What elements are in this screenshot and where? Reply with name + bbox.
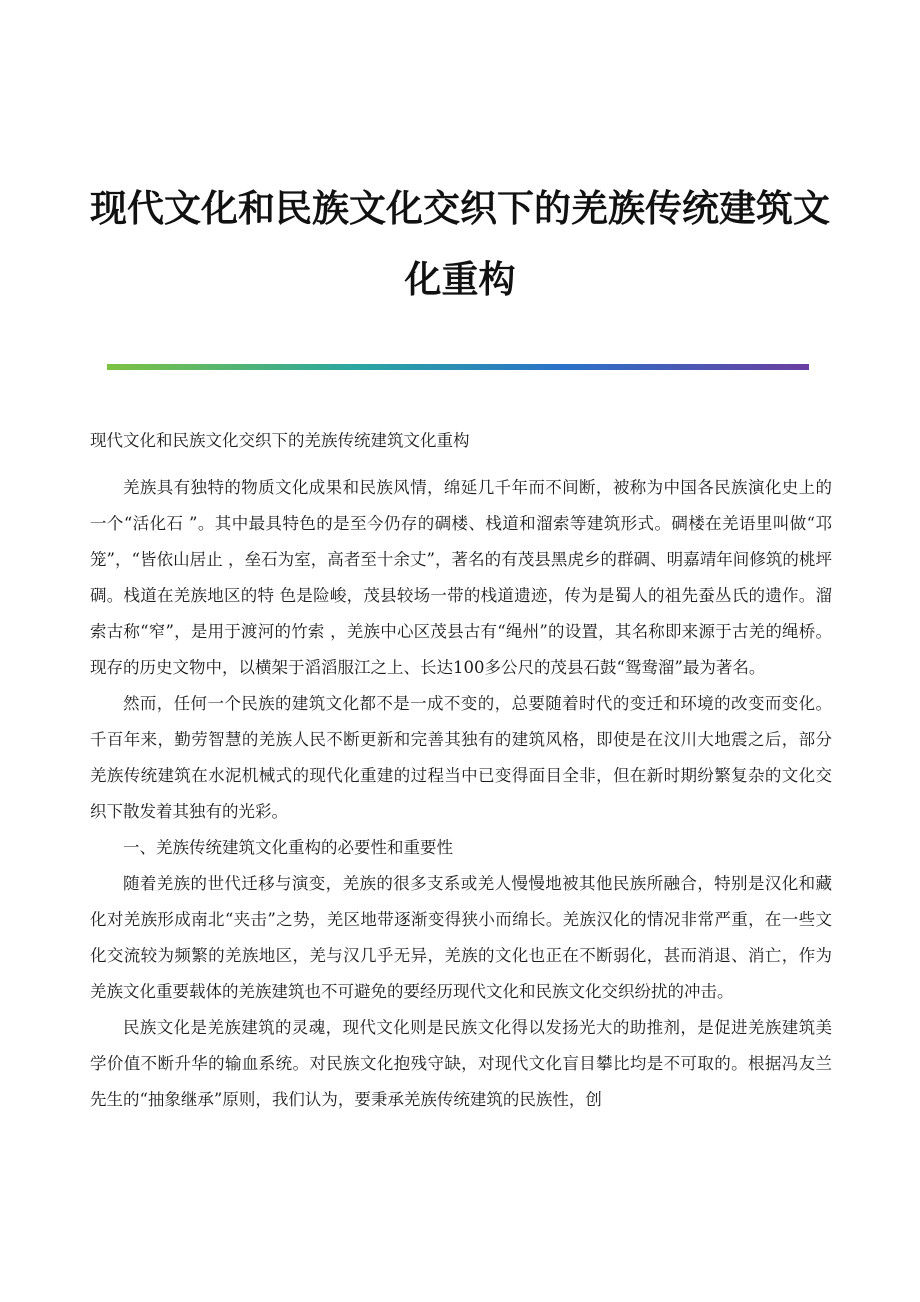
document-body bbox=[90, 427, 832, 1118]
title-divider bbox=[107, 364, 809, 370]
section-paragraph-1: 随着羌族的世代迁移与演变，羌族的很多支系或羌人慢慢地被其他民族所融合，特别是汉化和藏化对羌族形成南北“夹击”之势，羌区地带逐渐变得狭小而绵长。羌族汉化的情况非常严重，在一些文化交流较为频繁的羌族地区，羌与汉几乎无异，羌族的文化也正在不断弱化，甚而消退、消亡，作为羌族文化重要载体的羌族建筑也不可避免的要经历现代文化和民族文化交织纷扰的冲击。 bbox=[90, 874, 832, 1001]
document-subtitle: 现代文化和民族文化交织下的羌族传统建筑文化重构 bbox=[90, 431, 470, 450]
paragraph-2: 然而，任何一个民族的建筑文化都不是一成不变的，总要随着时代的变迁和环境的改变而变化。千百年来，勤劳智慧的羌族人民不断更新和完善其独有的建筑风格，即使是在汶川大地震之后，部分羌族传统建筑在水泥机械式的现代化重建的过程当中已变得面目全非，但在新时期纷繁复杂的文化交织下散发着其独有的光彩。 bbox=[90, 694, 832, 821]
section-paragraph-2: 民族文化是羌族建筑的灵魂，现代文化则是民族文化得以发扬光大的助推剂，是促进羌族建筑美学价值不断升华的输血系统。对民族文化抱残守缺，对现代文化盲目攀比均是不可取的。根据冯友兰先生的“抽象继承”原则，我们认为，要秉承羌族传统建筑的民族性，创 bbox=[90, 1018, 832, 1109]
section-heading: 一、羌族传统建筑文化重构的必要性和重要性 bbox=[123, 838, 453, 857]
document-title-line-2: 化重构 bbox=[404, 257, 516, 301]
document-title-line-1: 现代文化和民族文化交织下的羌族传统建筑文 bbox=[90, 186, 830, 230]
paragraph-1: 羌族具有独特的物质文化成果和民族风情，绵延几千年而不间断，被称为中国各民族演化史上的一个“活化石 ”。其中最具特色的是至今仍存的碉楼、栈道和溜索等建筑形式。碉楼在羌语里叫做“邛笼”，“皆依山居止 ，垒石为室，高者至十余丈”，著名的有茂县黑虎乡的群碉、明嘉靖年间修筑的桃坪碉。栈道在羌族地区的特 色是险峻，茂县较场一带的栈道遗迹，传为是蜀人的祖先蚕丛氏的遗作。溜索古称“窄”，是用于渡河的竹索 ，羌族中心区茂县古有“绳州”的设置，其名称即来源于古羌的绳桥。 现存的历史文物中，以横架于滔滔服江之上、长达100多公尺的茂县石鼓“鸳鸯溜”最为著名。 bbox=[90, 478, 832, 677]
